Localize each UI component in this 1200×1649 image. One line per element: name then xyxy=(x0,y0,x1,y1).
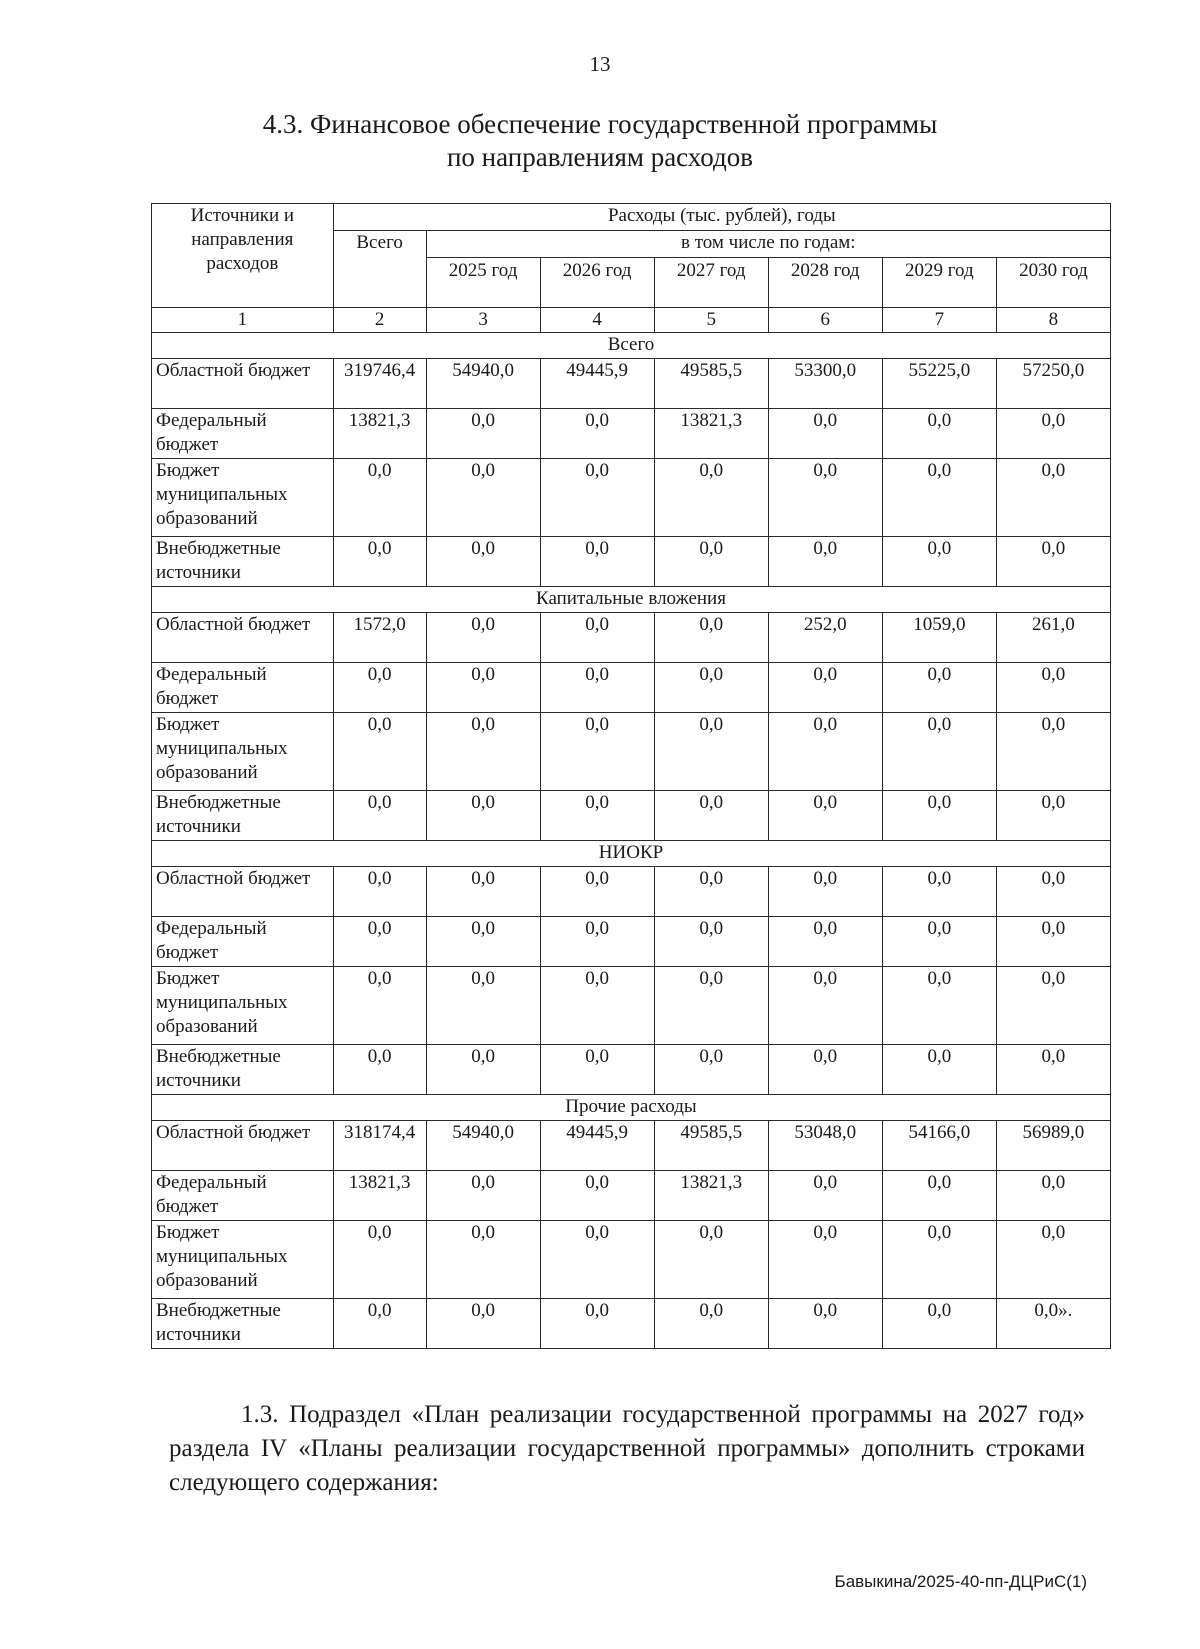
cell-year-value: 0,0 xyxy=(882,791,996,841)
cell-year-value: 0,0 xyxy=(540,459,654,537)
cell-total: 0,0 xyxy=(333,867,426,917)
cell-total: 0,0 xyxy=(333,713,426,791)
cell-year-value: 0,0 xyxy=(996,1221,1110,1299)
table-row xyxy=(152,967,1111,1045)
cell-year-value: 0,0 xyxy=(540,1299,654,1349)
cell-year-value: 0,0 xyxy=(996,917,1110,967)
cell-year-value: 0,0 xyxy=(654,1299,768,1349)
cell-year-value: 0,0 xyxy=(540,967,654,1045)
row-source-label: Областной бюджет xyxy=(152,613,334,663)
cell-year-value: 0,0 xyxy=(882,917,996,967)
cell-year-value: 0,0 xyxy=(654,613,768,663)
cell-year-value: 0,0 xyxy=(426,663,540,713)
cell-year-value: 54940,0 xyxy=(426,359,540,409)
table-body xyxy=(152,333,1111,1349)
cell-year-value: 1059,0 xyxy=(882,613,996,663)
cell-year-value: 0,0 xyxy=(768,409,882,459)
cell-year-value: 53048,0 xyxy=(768,1121,882,1171)
cell-year-value: 0,0 xyxy=(540,917,654,967)
header-sources: Источники и направления расходов xyxy=(152,204,334,308)
cell-year-value: 0,0 xyxy=(540,537,654,587)
header-year: 2030 год xyxy=(996,258,1110,308)
cell-year-value: 0,0 xyxy=(540,1221,654,1299)
cell-year-value: 0,0 xyxy=(996,1171,1110,1221)
cell-year-value: 0,0 xyxy=(654,459,768,537)
column-number: 1 xyxy=(152,308,334,333)
cell-year-value: 0,0 xyxy=(426,613,540,663)
header-total: Всего xyxy=(333,231,426,308)
cell-year-value: 0,0 xyxy=(426,459,540,537)
financing-table xyxy=(151,203,1111,1349)
table-row xyxy=(152,1299,1111,1349)
cell-year-value: 0,0 xyxy=(654,1045,768,1095)
table-row xyxy=(152,917,1111,967)
cell-year-value: 0,0 xyxy=(654,967,768,1045)
cell-year-value: 0,0 xyxy=(426,867,540,917)
cell-total: 0,0 xyxy=(333,967,426,1045)
cell-year-value: 0,0 xyxy=(996,409,1110,459)
title-line-2: по направлениям расходов xyxy=(446,142,753,172)
header-year: 2028 год xyxy=(768,258,882,308)
cell-year-value: 0,0 xyxy=(768,1171,882,1221)
cell-year-value: 0,0 xyxy=(996,713,1110,791)
cell-total: 0,0 xyxy=(333,1221,426,1299)
cell-year-value: 0,0 xyxy=(996,537,1110,587)
cell-total: 318174,4 xyxy=(333,1121,426,1171)
cell-year-value: 0,0 xyxy=(540,791,654,841)
cell-year-value: 0,0 xyxy=(540,713,654,791)
cell-year-value: 55225,0 xyxy=(882,359,996,409)
cell-year-value: 0,0 xyxy=(654,713,768,791)
row-source-label: Областной бюджет xyxy=(152,1121,334,1171)
cell-year-value: 0,0 xyxy=(540,1045,654,1095)
section-title: НИОКР xyxy=(152,841,1111,867)
cell-year-value: 0,0 xyxy=(426,1299,540,1349)
section-row xyxy=(152,333,1111,359)
table-row xyxy=(152,613,1111,663)
section-title: Капитальные вложения xyxy=(152,587,1111,613)
cell-year-value: 54940,0 xyxy=(426,1121,540,1171)
header-incl: в том числе по годам: xyxy=(426,231,1110,258)
header-expenses: Расходы (тыс. рублей), годы xyxy=(333,204,1110,231)
cell-year-value: 49585,5 xyxy=(654,359,768,409)
cell-year-value: 252,0 xyxy=(768,613,882,663)
cell-year-value: 0,0 xyxy=(996,791,1110,841)
cell-year-value: 0,0 xyxy=(540,663,654,713)
cell-year-value: 261,0 xyxy=(996,613,1110,663)
cell-year-value: 0,0 xyxy=(768,1299,882,1349)
section-row xyxy=(152,841,1111,867)
amendment-paragraph: 1.3. Подраздел «План реализации государственной программы на 2027 год» раздела IV «Планы реализации государственной программы» дополнить строками следующего содержания: xyxy=(169,1401,1085,1496)
table-row xyxy=(152,713,1111,791)
cell-year-value: 0,0 xyxy=(882,967,996,1045)
cell-year-value: 0,0 xyxy=(654,663,768,713)
page-number: 13 xyxy=(589,52,611,76)
cell-total: 13821,3 xyxy=(333,409,426,459)
row-source-label: Бюджет муниципальных образований xyxy=(152,967,334,1045)
cell-total: 1572,0 xyxy=(333,613,426,663)
table-row xyxy=(152,663,1111,713)
row-source-label: Федеральный бюджет xyxy=(152,917,334,967)
table-row xyxy=(152,537,1111,587)
table-row xyxy=(152,867,1111,917)
table-row xyxy=(152,1045,1111,1095)
section-row xyxy=(152,1095,1111,1121)
cell-year-value: 13821,3 xyxy=(654,409,768,459)
cell-year-value: 0,0 xyxy=(426,1221,540,1299)
cell-total: 319746,4 xyxy=(333,359,426,409)
document-footer-code: Бавыкина/2025-40-пп-ДЦРиС(1) xyxy=(834,1572,1087,1591)
cell-year-value: 0,0 xyxy=(654,1221,768,1299)
title-line-1: 4.3. Финансовое обеспечение государственной программы xyxy=(262,109,938,139)
cell-year-value: 0,0 xyxy=(768,537,882,587)
cell-year-value: 0,0 xyxy=(996,459,1110,537)
row-source-label: Бюджет муниципальных образований xyxy=(152,459,334,537)
row-source-label: Внебюджетные источники xyxy=(152,1299,334,1349)
cell-year-value: 0,0 xyxy=(996,1045,1110,1095)
row-source-label: Внебюджетные источники xyxy=(152,537,334,587)
cell-year-value: 0,0 xyxy=(768,867,882,917)
cell-year-value: 0,0 xyxy=(882,409,996,459)
cell-year-value: 54166,0 xyxy=(882,1121,996,1171)
column-number: 4 xyxy=(540,308,654,333)
column-number: 7 xyxy=(882,308,996,333)
table-row xyxy=(152,1171,1111,1221)
cell-year-value: 0,0 xyxy=(426,713,540,791)
column-numbers-row xyxy=(152,308,1111,333)
column-number: 2 xyxy=(333,308,426,333)
section-title: Прочие расходы xyxy=(152,1095,1111,1121)
cell-year-value: 0,0 xyxy=(882,867,996,917)
cell-year-value: 57250,0 xyxy=(996,359,1110,409)
cell-year-value: 0,0 xyxy=(996,663,1110,713)
row-source-label: Федеральный бюджет xyxy=(152,409,334,459)
table-row xyxy=(152,409,1111,459)
section-row xyxy=(152,587,1111,613)
cell-year-value: 0,0 xyxy=(426,967,540,1045)
cell-year-value: 0,0 xyxy=(654,537,768,587)
cell-year-value: 0,0 xyxy=(996,967,1110,1045)
cell-total: 0,0 xyxy=(333,537,426,587)
cell-year-value: 0,0 xyxy=(426,1171,540,1221)
cell-year-value: 0,0 xyxy=(540,867,654,917)
cell-year-value: 56989,0 xyxy=(996,1121,1110,1171)
cell-year-value: 0,0 xyxy=(768,917,882,967)
cell-year-value: 0,0 xyxy=(882,459,996,537)
column-number: 6 xyxy=(768,308,882,333)
row-source-label: Федеральный бюджет xyxy=(152,1171,334,1221)
cell-year-value: 0,0 xyxy=(426,1045,540,1095)
section-title: Всего xyxy=(152,333,1111,359)
header-year: 2027 год xyxy=(654,258,768,308)
row-source-label: Бюджет муниципальных образований xyxy=(152,1221,334,1299)
cell-year-value: 0,0 xyxy=(540,613,654,663)
header-year: 2029 год xyxy=(882,258,996,308)
cell-total: 0,0 xyxy=(333,917,426,967)
cell-year-value: 0,0 xyxy=(768,459,882,537)
cell-year-value: 53300,0 xyxy=(768,359,882,409)
column-number: 8 xyxy=(996,308,1110,333)
cell-year-value: 0,0 xyxy=(426,791,540,841)
cell-year-value: 49445,9 xyxy=(540,1121,654,1171)
cell-total: 0,0 xyxy=(333,663,426,713)
table-row xyxy=(152,1121,1111,1171)
cell-year-value: 49445,9 xyxy=(540,359,654,409)
cell-year-value: 0,0 xyxy=(768,713,882,791)
header-year: 2025 год xyxy=(426,258,540,308)
table-header xyxy=(152,204,1111,333)
cell-year-value: 0,0 xyxy=(882,663,996,713)
column-number: 3 xyxy=(426,308,540,333)
cell-total: 0,0 xyxy=(333,459,426,537)
cell-year-value: 0,0». xyxy=(996,1299,1110,1349)
cell-year-value: 0,0 xyxy=(768,1221,882,1299)
row-source-label: Бюджет муниципальных образований xyxy=(152,713,334,791)
table-row xyxy=(152,1221,1111,1299)
cell-year-value: 0,0 xyxy=(426,537,540,587)
table-row xyxy=(152,359,1111,409)
row-source-label: Внебюджетные источники xyxy=(152,791,334,841)
cell-year-value: 0,0 xyxy=(882,1299,996,1349)
row-source-label: Областной бюджет xyxy=(152,359,334,409)
cell-year-value: 0,0 xyxy=(882,1045,996,1095)
table-row xyxy=(152,459,1111,537)
cell-year-value: 0,0 xyxy=(654,867,768,917)
row-source-label: Внебюджетные источники xyxy=(152,1045,334,1095)
cell-year-value: 0,0 xyxy=(882,537,996,587)
cell-year-value: 0,0 xyxy=(426,917,540,967)
cell-total: 13821,3 xyxy=(333,1171,426,1221)
cell-year-value: 0,0 xyxy=(768,791,882,841)
cell-year-value: 0,0 xyxy=(540,409,654,459)
cell-year-value: 0,0 xyxy=(426,409,540,459)
cell-year-value: 0,0 xyxy=(882,1221,996,1299)
row-source-label: Федеральный бюджет xyxy=(152,663,334,713)
cell-year-value: 0,0 xyxy=(768,1045,882,1095)
cell-year-value: 0,0 xyxy=(540,1171,654,1221)
cell-year-value: 13821,3 xyxy=(654,1171,768,1221)
cell-total: 0,0 xyxy=(333,1299,426,1349)
cell-total: 0,0 xyxy=(333,791,426,841)
column-number: 5 xyxy=(654,308,768,333)
row-source-label: Областной бюджет xyxy=(152,867,334,917)
cell-year-value: 0,0 xyxy=(996,867,1110,917)
cell-year-value: 0,0 xyxy=(768,663,882,713)
cell-total: 0,0 xyxy=(333,1045,426,1095)
cell-year-value: 0,0 xyxy=(882,713,996,791)
cell-year-value: 0,0 xyxy=(882,1171,996,1221)
header-year: 2026 год xyxy=(540,258,654,308)
cell-year-value: 0,0 xyxy=(654,791,768,841)
cell-year-value: 0,0 xyxy=(654,917,768,967)
table-row xyxy=(152,791,1111,841)
cell-year-value: 49585,5 xyxy=(654,1121,768,1171)
cell-year-value: 0,0 xyxy=(768,967,882,1045)
page-title xyxy=(0,108,1200,174)
